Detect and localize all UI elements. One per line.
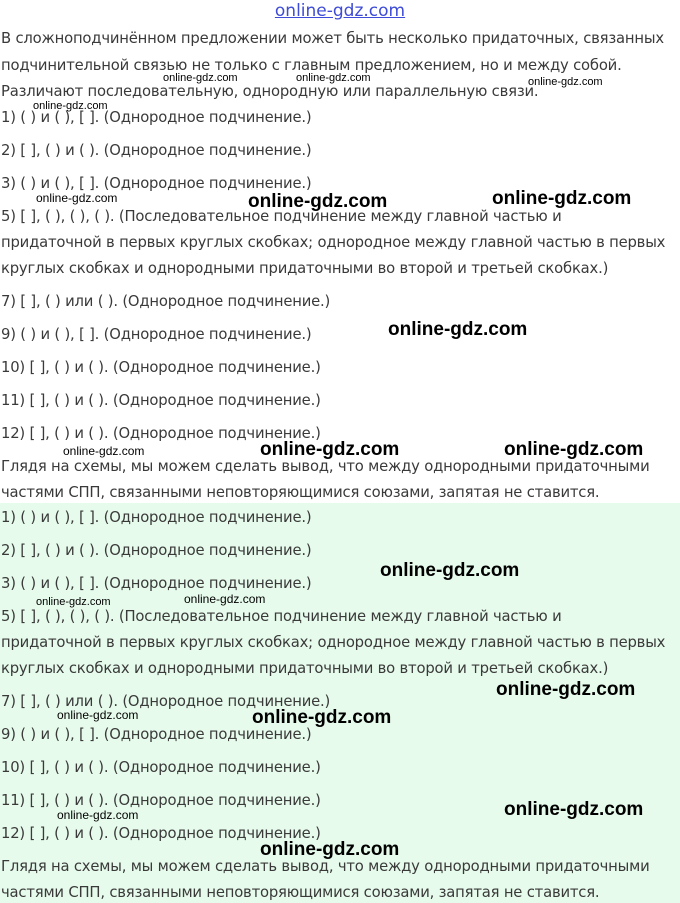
watermark: online-gdz.com — [504, 799, 644, 820]
intro-line: подчинительной связью не только с главным предложением, но и между собой. — [1, 57, 622, 74]
scheme-line: 12) [ ], ( ) и ( ). (Однородное подчинение.) — [1, 425, 321, 442]
watermark: online-gdz.com — [248, 191, 388, 212]
watermark: online-gdz.com — [33, 100, 108, 112]
scheme-line: 12) [ ], ( ) и ( ). (Однородное подчинение.) — [1, 825, 321, 842]
watermark: online-gdz.com — [57, 808, 139, 822]
scheme-line: придаточной в первых круглых скобках; однородное между главной частью в первых — [1, 634, 666, 651]
watermark: online-gdz.com — [36, 596, 111, 608]
scheme-line: 2) [ ], ( ) и ( ). (Однородное подчинение.) — [1, 142, 312, 159]
scheme-line: 1) ( ) и ( ), [ ]. (Однородное подчинение.) — [1, 109, 312, 126]
scheme-line: придаточной в первых круглых скобках; однородное между главной частью в первых — [1, 234, 666, 251]
site-link[interactable]: online-gdz.com — [274, 1, 406, 21]
scheme-line: 11) [ ], ( ) и ( ). (Однородное подчинение.) — [1, 392, 321, 409]
scheme-line: 9) ( ) и ( ), [ ]. (Однородное подчинение.) — [1, 326, 312, 343]
scheme-line: 10) [ ], ( ) и ( ). (Однородное подчинение.) — [1, 359, 321, 376]
scheme-line: 5) [ ], ( ), ( ), ( ). (Последовательное подчинение между главной частью и — [1, 608, 562, 625]
conclusion-line: Глядя на схемы, мы можем сделать вывод, что между однородными придаточными — [1, 458, 650, 475]
scheme-line: круглых скобках и однородными придаточными во второй и третьей скобках.) — [1, 260, 609, 277]
scheme-line: 7) [ ], ( ) или ( ). (Однородное подчинение.) — [1, 293, 331, 310]
watermark: online-gdz.com — [496, 679, 636, 700]
watermark: online-gdz.com — [504, 439, 644, 460]
scheme-line: 3) ( ) и ( ), [ ]. (Однородное подчинение.) — [1, 175, 312, 192]
intro-line: В сложноподчинённом предложении может быть несколько придаточных, связанных — [1, 30, 664, 47]
watermark: online-gdz.com — [296, 72, 371, 84]
watermark: online-gdz.com — [492, 188, 632, 209]
watermark: online-gdz.com — [184, 592, 266, 606]
intro-line: Различают последовательную, однородную или параллельную связи. — [1, 83, 539, 100]
conclusion-line: Глядя на схемы, мы можем сделать вывод, что между однородными придаточными — [1, 858, 650, 875]
scheme-line: 5) [ ], ( ), ( ), ( ). (Последовательное подчинение между главной частью и — [1, 208, 562, 225]
watermark: online-gdz.com — [36, 191, 118, 205]
scheme-line: 3) ( ) и ( ), [ ]. (Однородное подчинение.) — [1, 575, 312, 592]
scheme-line: 9) ( ) и ( ), [ ]. (Однородное подчинение.) — [1, 726, 312, 743]
watermark: online-gdz.com — [163, 72, 238, 84]
watermark: online-gdz.com — [388, 319, 528, 340]
watermark: online-gdz.com — [380, 560, 520, 581]
watermark: online-gdz.com — [260, 839, 400, 860]
scheme-line: 11) [ ], ( ) и ( ). (Однородное подчинение.) — [1, 792, 321, 809]
scheme-line: круглых скобках и однородными придаточными во второй и третьей скобках.) — [1, 660, 609, 677]
watermark: online-gdz.com — [528, 76, 603, 88]
scheme-line: 7) [ ], ( ) или ( ). (Однородное подчинение.) — [1, 693, 331, 710]
conclusion-line: частями СПП, связанными неповторяющимися союзами, запятая не ставится. — [1, 884, 600, 901]
conclusion-line: частями СПП, связанными неповторяющимися союзами, запятая не ставится. — [1, 484, 600, 501]
scheme-line: 2) [ ], ( ) и ( ). (Однородное подчинение.) — [1, 542, 312, 559]
scheme-line: 1) ( ) и ( ), [ ]. (Однородное подчинение.) — [1, 509, 312, 526]
watermark: online-gdz.com — [252, 707, 392, 728]
watermark: online-gdz.com — [63, 444, 145, 458]
watermark: online-gdz.com — [260, 439, 400, 460]
watermark: online-gdz.com — [57, 708, 139, 722]
scheme-line: 10) [ ], ( ) и ( ). (Однородное подчинение.) — [1, 759, 321, 776]
